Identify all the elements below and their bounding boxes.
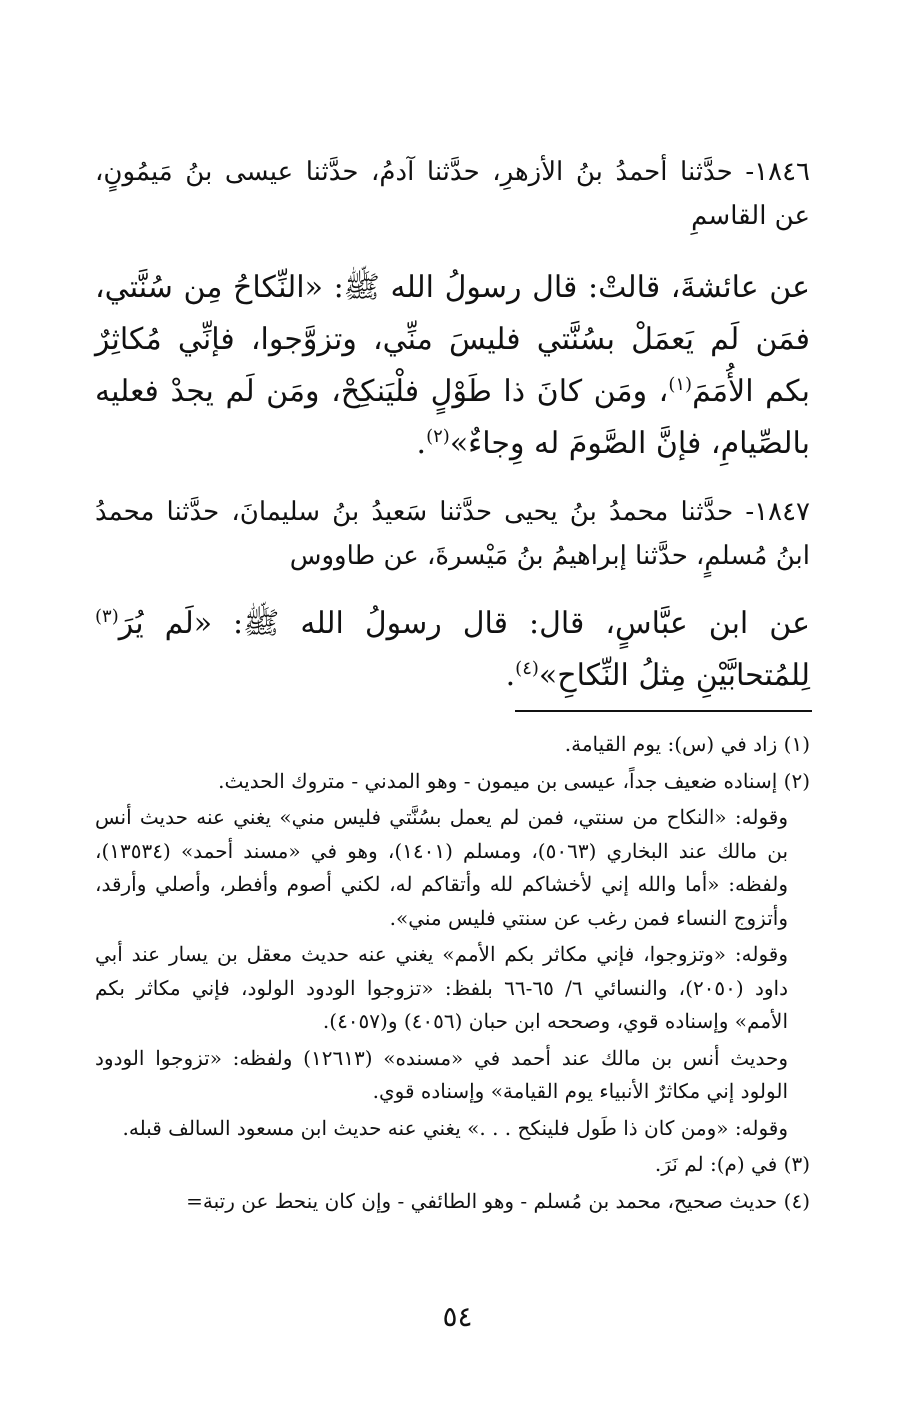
footnote-4: (٤) حديث صحيح، محمد بن مُسلم - وهو الطائفي - وإن كان ينحط عن رتبة= <box>186 1188 810 1213</box>
footnote-ref-3: (٣) <box>95 606 119 627</box>
footnote-ref-1: (١) <box>668 374 693 395</box>
footnotes-section <box>95 728 810 1221</box>
hadith-1847-matn-part2: لِلمُتحابَّيْنِ مِثلُ النِّكاحِ» <box>538 658 810 693</box>
footnote-ref-2: (٢) <box>426 426 450 447</box>
footnote-3: (٣) في (م): لم نَرَ. <box>654 1152 810 1176</box>
footnote-ref-4: (٤) <box>515 658 539 679</box>
footnote-2-comment-a: وقوله: «النكاح من سنتي، فمن لم يعمل بسُنَّتي فليس مني» يغني عنه حديث أنس بن مالك عند البخاري (٥٠٦٣)، ومسلم (١٤٠١)، وهو في «مسند أحمد» (١٣٥٣٤)، ولفظه: «أما والله إني لأخشاكم لله وأتقاكم له، لكني أصوم وأفطر، وأصلي وأرقد، وأتزوج النساء فمن رغب عن سنتي فليس مني». <box>95 805 789 930</box>
hadith-1847-matn-end: . <box>505 658 516 693</box>
hadith-1846-matn-part1: عن عائشةَ، قالتْ: قال رسولُ الله ﷺ: «النِّكاحُ مِن سُنَّتي، فمَن لَم يَعمَلْ بسُنَّتي فليسَ منِّي، وتزوَّجوا، فإنِّي مُكاثِرٌ بكم الأُمَمَ <box>95 270 810 409</box>
hadith-1846-isnad: ١٨٤٦- حدَّثنا أحمدُ بنُ الأزهرِ، حدَّثنا آدمُ، حدَّثنا عيسى بنُ مَيمُونٍ، عن القاسمِ <box>95 157 810 231</box>
footnote-2-comment-d: وقوله: «ومن كان ذا طَول فلينكح . . .» يغني عنه حديث ابن مسعود السالف قبله. <box>122 1115 788 1140</box>
footnote-2: (٢) إسناده ضعيف جداً، عيسى بن ميمون - وهو المدني - متروك الحديث. <box>218 768 810 793</box>
footnote-1: (١) زاد في (س): يوم القيامة. <box>564 732 810 756</box>
page-number: ٥٤ <box>442 1300 473 1333</box>
hadith-1846-matn-part2: ، ومَن كانَ ذا طَوْلٍ فلْيَنكِحْ، ومَن لَم يجدْ فعليه بالصِّيامِ، فإنَّ الصَّومَ له وِجاءٌ» <box>95 374 810 461</box>
footnote-2-comment-b: وقوله: «وتزوجوا، فإني مكاثر بكم الأمم» يغني عنه حديث معقل بن يسار عند أبي داود (٢٠٥٠)، والنسائي ٦/ ٦٥-٦٦ بلفظ: «تزوجوا الودود الولود، فإني مكاثر بكم الأمم» وإسناده قوي، وصححه ابن حبان (٤٠٥٦) و(٤٠٥٧). <box>95 942 789 1033</box>
hadith-1846-matn-end: . <box>416 426 427 461</box>
footnote-divider <box>515 710 812 712</box>
hadith-1847-matn <box>95 598 810 702</box>
footnote-2-comment-c: وحديث أنس بن مالك عند أحمد في «مسنده» (١٢٦١٣) ولفظه: «تزوجوا الودود الولود إني مكاثرٌ الأنبياء يوم القيامة» وإسناده قوي. <box>95 1045 789 1103</box>
hadith-1847-isnad: ١٨٤٧- حدَّثنا محمدُ بنُ يحيى حدَّثنا سَعيدُ بنُ سليمانَ، حدَّثنا محمدُ ابنُ مُسلمٍ، حدَّثنا إبراهيمُ بنُ مَيْسرةَ، عن طاووس <box>95 497 810 571</box>
hadith-1847-matn-part1: عن ابن عبَّاسٍ، قال: قال رسولُ الله ﷺ: «لَم يُرَ <box>118 606 810 641</box>
hadith-1846-matn <box>95 262 810 470</box>
